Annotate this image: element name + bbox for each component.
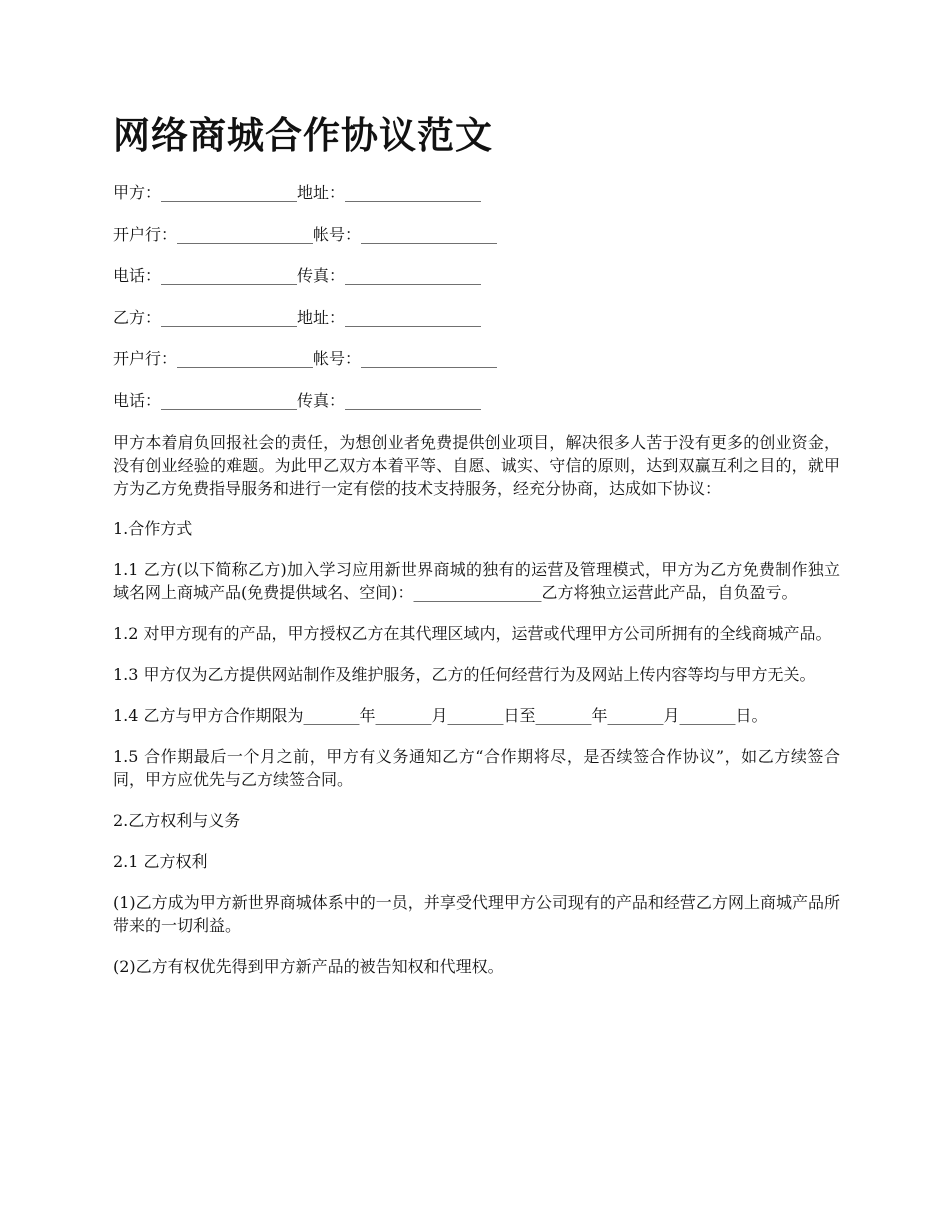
clause-2-1-item-1: (1)乙方成为甲方新世界商城体系中的一员，并享受代理甲方公司现有的产品和经营乙方网上商城产品所带来的一切利益。 — [113, 893, 840, 935]
document-title: 网络商城合作协议范文 — [113, 114, 493, 157]
section-2-heading: 2.乙方权利与义务 — [113, 811, 241, 830]
party-b-phone-fax: 电话：_________________传真：_________________ — [113, 390, 482, 410]
intro-paragraph: 甲方本着肩负回报社会的责任，为想创业者免费提供创业项目，解决很多人苦于没有更多的创业资金，没有创业经验的难题。为此甲乙双方本着平等、自愿、诚实、守信的原则，达到双赢互利之目的，就甲方为乙方免费指导服务和进行一定有偿的技术支持服务，经充分协商，达成如下协议： — [113, 433, 840, 498]
section-1-heading: 1.合作方式 — [113, 519, 193, 538]
party-a-phone-fax: 电话：_________________传真：_________________ — [113, 266, 482, 285]
party-b-bank-account: 开户行：_________________帐号：_________________ — [113, 349, 498, 368]
clause-1-2: 1.2 对甲方现有的产品，甲方授权乙方在其代理区域内，运营或代理甲方公司所拥有的全线商城产品。 — [113, 624, 832, 643]
clause-2-1-heading: 2.1 乙方权利 — [113, 852, 208, 871]
party-a-bank-account: 开户行：_________________帐号：_________________ — [113, 224, 498, 244]
clause-1-3: 1.3 甲方仅为乙方提供网站制作及维护服务，乙方的任何经营行为及网站上传内容等均与甲方无关。 — [113, 665, 816, 684]
party-b-name-address: 乙方：_________________地址：_________________ — [113, 307, 482, 327]
clause-1-5: 1.5 合作期最后一个月之前，甲方有义务通知乙方“合作期将尽，是否续签合作协议”，如乙方续签合同，甲方应优先与乙方续签合同。 — [113, 747, 840, 789]
document-page — [113, 112, 840, 996]
party-a-name-address: 甲方：_________________地址：_________________ — [113, 183, 482, 202]
clause-1-4: 1.4 乙方与甲方合作期限为_______年_______月_______日至_______年_______月_______日。 — [113, 706, 768, 725]
clause-1-1: 1.1 乙方(以下简称乙方)加入学习应用新世界商城的独有的运营及管理模式，甲方为乙方免费制作独立域名网上商城产品(免费提供域名、空间)：________________乙方将独立运营此产品，自负盈亏。 — [113, 560, 840, 602]
clause-2-1-item-2: (2)乙方有权优先得到甲方新产品的被告知权和代理权。 — [113, 957, 504, 976]
